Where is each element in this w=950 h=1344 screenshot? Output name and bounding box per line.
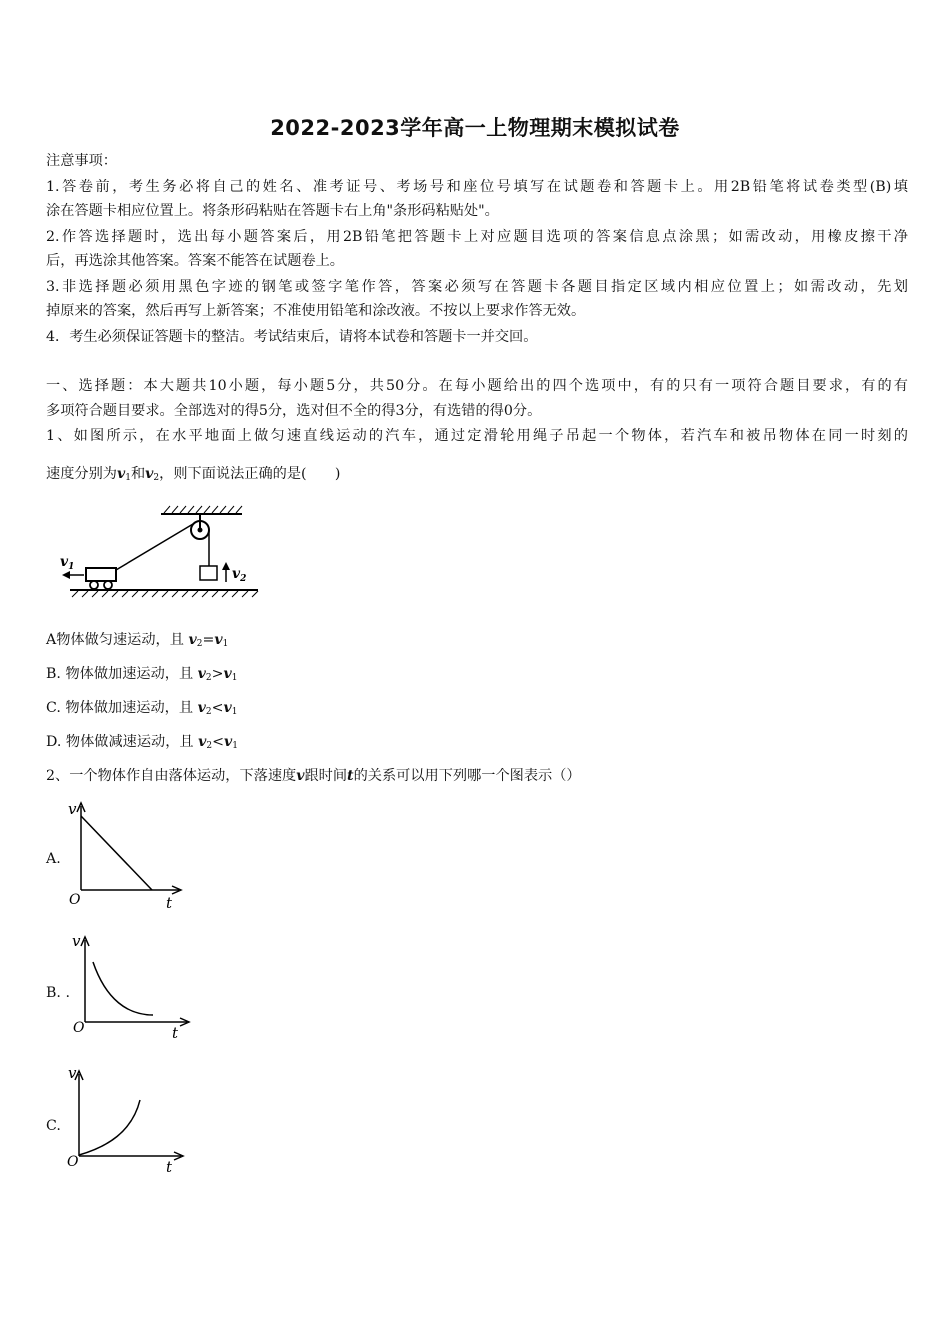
q2-graph-a[interactable] xyxy=(64,798,184,910)
graph-a-xlabel: t xyxy=(166,894,173,910)
section-intro-line-2: 多项符合题目要求。全部选对的得5分，选对但不全的得3分，有选错的得0分。 xyxy=(46,403,542,419)
q1-v1-label: $v_1$ xyxy=(60,554,75,572)
notice-line-4: 后，再选涂其他答案。答案不能答在试题卷上。 xyxy=(46,253,344,269)
graph-a-origin: O xyxy=(69,892,81,908)
q2-graph-b[interactable] xyxy=(68,930,192,1042)
section-intro-line-1: 一、选择题：本大题共10小题，每小题5分，共50分。在每小题给出的四个选项中，有的只有一项符合题目要求，有的有 xyxy=(46,378,908,394)
q2-option-c-label[interactable]: C. xyxy=(46,1118,61,1134)
graph-a-ylabel: v xyxy=(68,800,77,818)
q1-v2-label: $v_2$ xyxy=(232,566,247,584)
graph-c-xlabel: t xyxy=(166,1158,173,1174)
graph-b-origin: O xyxy=(73,1020,85,1036)
notice-line-5: 3.非选择题必须用黑色字迹的钢笔或签字笔作答，答案必须写在答题卡各题目指定区域内相应位置上；如需改动，先划 xyxy=(46,279,908,295)
notice-heading: 注意事项： xyxy=(46,153,117,169)
graph-b-ylabel: v xyxy=(72,932,81,950)
q2-graph-c[interactable] xyxy=(62,1062,186,1174)
graph-c-ylabel: v xyxy=(68,1064,77,1082)
q1-pulley-figure xyxy=(58,500,268,604)
notice-line-3: 2.作答选择题时，选出每小题答案后，用2B铅笔把答题卡上对应题目选项的答案信息点涂黑；如需改动，用橡皮擦干净 xyxy=(46,229,908,245)
notice-line-6: 掉原来的答案，然后再写上新答案；不准使用铅笔和涂改液。不按以上要求作答无效。 xyxy=(46,303,586,319)
q2-option-b-label[interactable]: B. . xyxy=(46,985,70,1001)
graph-c-origin: O xyxy=(67,1154,79,1170)
q1-stem-line-1: 1、如图所示，在水平地面上做匀速直线运动的汽车，通过定滑轮用绳子吊起一个物体，若汽车和被吊物体在同一时刻的 xyxy=(46,428,908,444)
notice-line-1: 1.答卷前，考生务必将自己的姓名、准考证号、考场号和座位号填写在试题卷和答题卡上。用2B铅笔将试卷类型(B)填 xyxy=(46,179,908,195)
q1-option-c[interactable]: C. 物体做加速运动，且 $v_2<v_1$ xyxy=(46,700,238,717)
q1-option-a[interactable]: A物体做匀速运动，且 $v_2=v_1$ xyxy=(46,632,229,649)
notice-line-2: 涂在答题卡相应位置上。将条形码粘贴在答题卡右上角"条形码粘贴处"。 xyxy=(46,203,499,219)
q1-stem-line-2: 速度分别为$v_1$和$v_2$，则下面说法正确的是( ) xyxy=(46,466,341,483)
q1-option-b[interactable]: B. 物体做加速运动，且 $v_2>v_1$ xyxy=(46,666,238,683)
q2-option-a-label[interactable]: A. xyxy=(46,851,61,867)
q1-option-d[interactable]: D. 物体做减速运动，且 $v_2<v_1$ xyxy=(46,734,238,751)
notice-line-7: 4．考生必须保证答题卡的整洁。考试结束后，请将本试卷和答题卡一并交回。 xyxy=(46,329,538,345)
page-title: 2022-2023学年高一上物理期末模拟试卷 xyxy=(270,116,680,140)
q2-stem: 2、一个物体作自由落体运动，下落速度v跟时间t的关系可以用下列哪一个图表示（） xyxy=(46,768,581,784)
graph-b-xlabel: t xyxy=(172,1024,179,1042)
